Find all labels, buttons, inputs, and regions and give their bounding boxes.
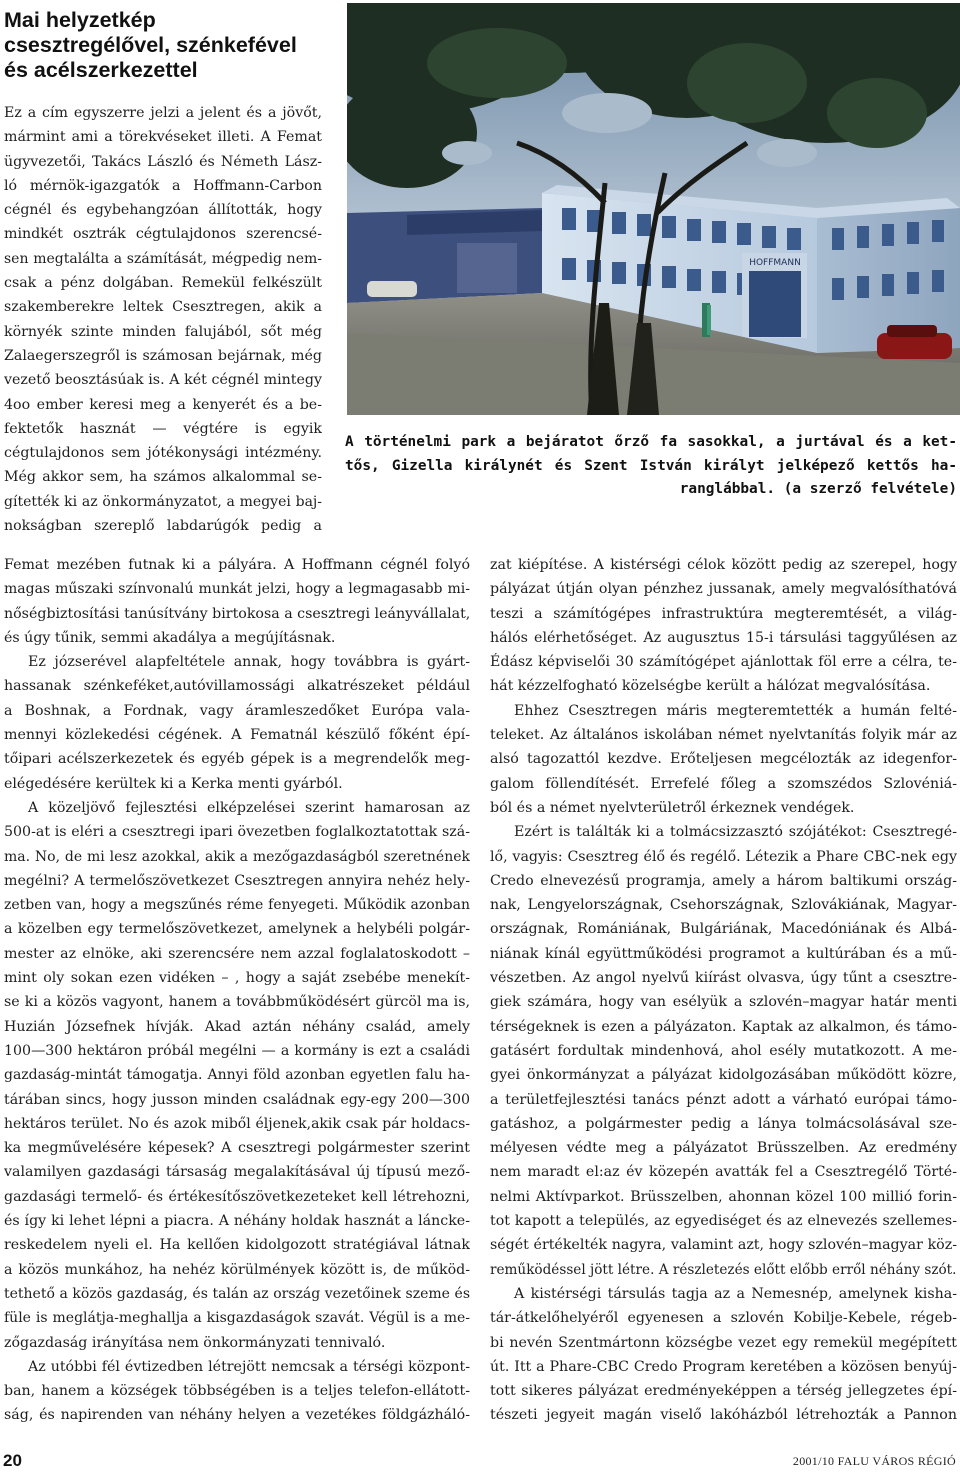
article-title — [4, 8, 334, 83]
text-line: vészetben. Az angol nyelvű kiírást olvasva, úgy tűnt a csesztre- — [490, 970, 957, 987]
text-line: tár-átkelőhelyéről egyenesen a szlovén Kobilje-Kebele, régeb- — [490, 1310, 957, 1327]
text-line: giek számára, hogy van esélyük a szlovén–magyar határ menti — [490, 994, 957, 1011]
text-line: teszi a számítógépes infrastruktúra megteremtését, a világ- — [490, 605, 957, 622]
text-line: vezető beosztásúak is. A két cégnél mintegy — [4, 372, 322, 389]
text-line: Ez a cím egyszerre jelzi a jelent és a jövőt, — [4, 105, 322, 121]
text-line: ló mérnök-igazgatók a Hoffmann-Carbon — [4, 177, 322, 194]
title-line: csesztregélővel, szénkefével — [4, 33, 297, 57]
text-line: reműködéssel jött létre. A részletezés előtt előbb erről néhány szót. — [490, 1261, 957, 1278]
text-line: mester az elnöke, aki szerencsére nem azzal foglalatoskodott – — [4, 945, 470, 962]
text-line: a közös munkához, ha nehéz körülmények között is, de működ- — [4, 1261, 470, 1278]
text-line: alsó tagozattól kezdve. Erőteljesen megcélozták az idegenfor- — [490, 751, 957, 768]
caption-line: ranglábbal. (a szerző felvétele) — [679, 481, 957, 497]
text-line: mindkét osztrák cégtulajdonos szerencsé- — [4, 226, 322, 243]
text-line: Zalaegerszegről is számosan bejárnak, még — [4, 347, 322, 364]
text-line: A kistérségi társulás tagja az a Nemesnép, amelynek kisha- — [514, 1285, 957, 1302]
text-line: se ki a közös vagyont, hanem a továbbműködésért gürcöl ma is, — [4, 994, 470, 1011]
text-line: Ez józserével alapfeltétele annak, hogy továbbra is gyárt- — [28, 654, 470, 671]
column-left — [4, 553, 470, 1428]
text-line: cégtulajdonos sem jótékonysági intézmény. — [4, 445, 322, 462]
text-line: cégnél és egybehangzóan állították, hogy — [4, 202, 322, 219]
text-line: nelmi Aktívparkot. Brüsszelben, ahonnan közel 100 millió forin- — [490, 1188, 957, 1205]
text-line: környék szinte minden falujából, sőt még — [4, 323, 322, 340]
text-line: út. Itt a Phare-CBC Credo Program keretében a közösen benyúj- — [490, 1358, 957, 1375]
text-line: gazdaság-mintát támogatja. Annyi föld azonban egyetlen falu ha- — [4, 1067, 470, 1084]
text-line: bi nevén Szentmártonn községbe vezet egy remekül megépített — [490, 1334, 957, 1351]
column-intro — [4, 101, 322, 538]
text-line: hektáros terület. No és azok miből éljenek,akik csak pár holdacs- — [4, 1115, 470, 1132]
text-line: 500-at is eléri a csesztregi ipari övezetben foglalkoztatottak szá- — [4, 824, 470, 841]
text-line: gatásért fordultak mindenhová, ahol esély mutatkozott. A me- — [490, 1042, 957, 1059]
caption-line: tős, Gizella királynét és Szent István királyt jelképező kettős ha- — [345, 457, 957, 474]
text-line: a területfejlesztési tanács pénzt adott a várható európai támo- — [490, 1091, 957, 1108]
text-line: hát kézzelfogható közelségbe került a hálózat megvalósítása. — [490, 678, 931, 695]
text-line: magas műszaki színvonalú munkát jelzi, hogy a legmagasabb mi- — [4, 581, 470, 598]
text-line: reskedelem nyeli el. Ha kellően kidolgozott stratégiával látnak — [4, 1237, 470, 1254]
text-line: ka megművelésére képesek? A csesztregi polgármester szerint — [4, 1140, 470, 1157]
text-line: mint oly sokan ezen vidéken – , hogy a saját zsebébe menekít- — [4, 970, 470, 987]
text-line: 100—300 hektáron próbál megélni — a kormány is ezt a családi — [4, 1042, 470, 1059]
text-line: A közeljövő fejlesztési elképzelései szerint hamarosan az — [28, 799, 470, 816]
text-line: Credo elnevezésű programja, amely a három baltikumi ország- — [490, 872, 957, 889]
text-line: lő, vagyis: Csesztreg élő és regélő. Létezik a Phare CBC-nek egy — [490, 848, 957, 865]
text-line: tott sikeres pályázat eredményeképpen a térség jellegzetes épí- — [490, 1383, 957, 1400]
text-line: a közelben egy termelőszövetkezet, amelynek a helybéli polgár- — [4, 921, 470, 938]
text-line: megélni? A termelőszövetkezet Csesztregen annyira nehéz hely- — [4, 872, 470, 889]
text-line: tészeti jegyeit magán viselő lakóházból létrehozták a Pannon — [490, 1407, 957, 1424]
text-line: mármint ami a törekvéseket illeti. A Femat — [4, 129, 322, 146]
text-line: valamilyen gazdasági társaság megalakításával új típusú mező- — [4, 1164, 470, 1181]
footer-publication: 2001/10 FALU VÁROS RÉGIÓ — [792, 1454, 956, 1468]
text-line: teleket. Az általános iskolában német nyelvtanítás folyik már az — [490, 727, 957, 744]
text-line: mennyi közlekedési cégének. A Fematnál készülő főként épí- — [4, 727, 470, 744]
text-line: gyei önkormányzat a pályázat kidolgozásában működött közre, — [490, 1067, 957, 1084]
text-line: mélyesen védte meg a pályázatot Brüsszelben. Az eredmény — [490, 1140, 957, 1157]
text-line: sen megtalálta a számítását, mégpedig nem- — [4, 250, 322, 267]
text-line: gazdasági termelő- és értékesítőszövetkezeteket kell létrehozni, — [4, 1188, 470, 1205]
building-sign-text: HOFFMANN — [749, 258, 801, 268]
text-line: tot kapott a település, az egyediséget és az elnevezés szellemes- — [490, 1213, 957, 1230]
column-right — [490, 553, 957, 1428]
text-line: ban, hanem a községek többségében is a teljes telefon-ellátott- — [4, 1383, 470, 1400]
text-line: hassanak szénkeféket,autóvillamossági alkatrészeket például — [4, 678, 470, 695]
text-line: fektetők hasznát — végtére is egyik — [4, 420, 322, 437]
text-line: Édász képviselői 30 számítógépet ajánlottak föl erre a célra, te- — [490, 654, 957, 671]
text-line: elégedésére kerültek ki a Kerka menti gyárból. — [4, 775, 343, 792]
text-line: tethető a közös gazdaság, és talán az ország vezetőinek szeme és — [4, 1285, 470, 1302]
text-line: Femat mezében futnak ki a pályára. A Hoffmann cégnél folyó — [4, 557, 470, 573]
text-line: Huzián Józsefnek hívják. Akad aztán néhány család, amely — [4, 1018, 470, 1035]
article-photo — [347, 3, 960, 415]
text-line: és úgy tűnik, semmi akadálya a megújításnak. — [4, 629, 336, 646]
text-line: gítették ki az önkormányzatot, a megyei baj- — [4, 493, 322, 510]
text-line: Ehhez Csesztregen máris megteremtették a humán felté- — [514, 702, 957, 719]
text-line: tőipari acélszerkezetek és egyéb gépek is a megrendelők meg- — [4, 751, 470, 768]
text-line: galom föllendítését. Errefelé főleg a szomszédos Szlovéniá- — [490, 775, 957, 792]
text-line: a Boshnak, a Fordnak, vagy áramleszedőket Európa vala- — [4, 702, 470, 719]
text-line: ból és a német nyelvterületről érkeznek vendégek. — [490, 799, 855, 816]
text-line: zőgazdaság irányítása nem önkormányzati tennivaló. — [4, 1334, 386, 1351]
text-line: niának kínál együttműködési programot a kultúrában és a mű- — [490, 945, 957, 962]
text-line: nokságban szereplő labdarúgók pedig a — [4, 518, 322, 535]
photo-caption — [345, 431, 957, 502]
text-line: nak, Lengyelországnak, Csehországnak, Szlovákiának, Magyar- — [490, 897, 957, 914]
text-line: hálós elérhetőséget. Az augusztus 15-i társulási taggyűlésen az — [490, 629, 957, 646]
text-line: nem maradt el:az év közepén avatták fel a Csesztregélő Törté- — [490, 1164, 957, 1181]
text-line: ma. No, de mi lesz azokkal, akik a mezőgazdaságból szeretnének — [4, 848, 470, 865]
text-line: ségét értékelték nagyra, valamint azt, hogy szlovén–magyar köz- — [490, 1237, 957, 1254]
text-line: csak a pénz dolgában. Remekül felkészült — [4, 275, 322, 292]
text-line: és így ki lehet lépni a piacra. A néhány holdak hasznát a láncke- — [4, 1213, 470, 1230]
text-line: füle is meglátja-meghallja a kisgazdaságok szavát. Végül is a me- — [4, 1310, 470, 1327]
title-line: Mai helyzetkép — [4, 8, 156, 32]
text-line: térségeknek is ezen a pályázaton. Kaptak az alkalmon, és támo- — [490, 1018, 957, 1035]
text-line: pályázat útján olyan pénzhez jussanak, amely megvalósíthatóvá — [490, 581, 957, 598]
text-line: országnak, Romániának, Bulgáriának, Macedóniának és Albá- — [490, 921, 957, 938]
text-line: zetben van, hogy a megszűnés réme fenyegeti. Működik azonban — [4, 897, 470, 914]
text-line: Még akkor sem, ha számos alkalommal se- — [4, 469, 322, 486]
text-line: gatáshoz, a polgármester pedig a lánya tolmácsolásával sze- — [490, 1115, 957, 1132]
page-number: 20 — [3, 1451, 22, 1470]
text-line: ügyvezetői, Takács László és Németh Lász- — [4, 153, 322, 170]
text-line: 4oo ember keresi meg a kenyerét és a be- — [4, 396, 322, 413]
text-line: ság, és napirenden van néhány helyen a vezetékes földgázháló- — [4, 1407, 470, 1424]
title-line: és acélszerkezettel — [4, 58, 198, 82]
caption-line: A történelmi park a bejáratot őrző fa sasokkal, a jurtával és a ket- — [345, 434, 957, 450]
text-line: szakemberekre leltek Csesztregen, akik a — [4, 299, 322, 316]
text-line: Az utóbbi fél évtizedben létrejött nemcsak a térségi központ- — [28, 1358, 470, 1375]
text-line: tárában sincs, hogy jusson minden családnak egy-egy 200—300 — [4, 1091, 470, 1108]
text-line: nőségbiztosítási tanúsítvány birtokosa a csesztregi leányvállalat, — [4, 605, 470, 622]
text-line: Ezért is találták ki a tolmácsizzasztó szójátékot: Csesztregé- — [514, 824, 957, 841]
text-line: zat kiépítése. A kistérségi célok között pedig az szerepel, hogy — [490, 557, 957, 573]
